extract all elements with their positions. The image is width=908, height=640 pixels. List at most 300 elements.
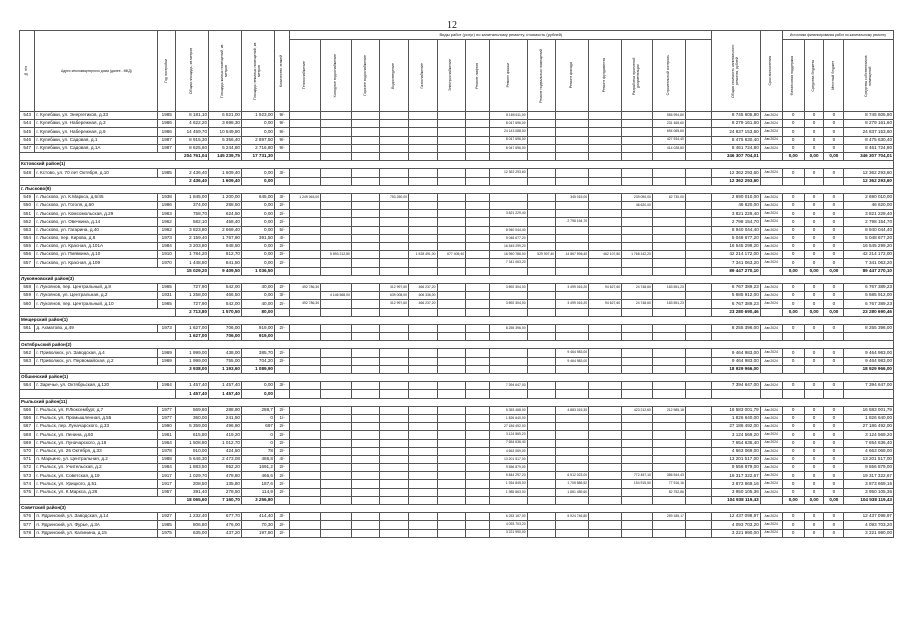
row-work-cost: [408, 455, 437, 463]
row-work-cost: [556, 120, 589, 128]
row-work-cost: [321, 529, 352, 537]
row-work-cost: [527, 259, 556, 267]
row-work-cost: [685, 300, 712, 308]
row-fund: 0: [782, 283, 804, 291]
row-work-cost: [351, 169, 380, 177]
row-work-cost: [466, 447, 490, 455]
row-fund: 0: [824, 202, 844, 210]
row-work-cost: 1 934 845,00: [490, 480, 527, 488]
row-work-cost: [351, 488, 380, 496]
row-owners-funds: 3 221 990,00: [844, 529, 894, 537]
row-work-cost: [321, 283, 352, 291]
empty-cell: [274, 365, 289, 373]
row-work-cost: [408, 234, 437, 242]
row-work-cost: [589, 423, 622, 431]
row-work-cost: 9 464 983,00: [556, 357, 589, 365]
row-work-cost: [652, 447, 685, 455]
empty-cell: [274, 308, 289, 316]
row-work-cost: [321, 349, 352, 357]
empty-cell: [685, 496, 712, 504]
row-work-cost: [408, 439, 437, 447]
row-work-cost: [290, 251, 321, 259]
row-number: 572: [20, 464, 35, 472]
row-work-cost: [466, 324, 490, 332]
row-year: 1910: [158, 251, 176, 259]
subtotal-owners: 23 280 690,46: [844, 308, 894, 316]
row-fund: 0: [824, 382, 844, 390]
row-work-cost: [466, 472, 490, 480]
row-fund: 0: [782, 136, 804, 144]
region-header-row: [20, 374, 894, 382]
subtotal-owners: 18 929 966,00: [844, 365, 894, 373]
row-work-cost: [351, 513, 380, 521]
row-date: Авг.2024: [760, 234, 782, 242]
row-fund: 0: [824, 234, 844, 242]
row-work-cost: [466, 169, 490, 177]
row-number: 560: [20, 300, 35, 308]
col-total-cost: Общая стоимость капитального ремонта, рублей: [712, 31, 760, 112]
subtotal-area: 204 761,04: [176, 152, 209, 160]
row-total-area: 14 459,70: [176, 128, 209, 136]
subtotal-area: 1 627,00: [176, 333, 209, 341]
row-work-cost: 529 907,40: [527, 251, 556, 259]
row-work-cost: 4 093 703,20: [490, 521, 527, 529]
row-work-cost: [321, 226, 352, 234]
row-work-cost: [290, 406, 321, 414]
row-work-cost: [321, 439, 352, 447]
empty-cell: [437, 308, 466, 316]
row-total-area: 635,00: [176, 529, 209, 537]
row-work-cost: [589, 169, 622, 177]
row-owners-funds: 12 437 098,97: [844, 513, 894, 521]
row-work-cost: [589, 259, 622, 267]
row-nonliving-area: 645,00: [241, 193, 274, 201]
row-nonliving-area: 0,00: [241, 292, 274, 300]
table-row: [20, 202, 894, 210]
row-number: 553: [20, 226, 35, 234]
row-address: г. Лысково, ул. Пиявкина, д.10: [35, 251, 158, 259]
row-total-cost: 1 826 640,00: [712, 414, 760, 422]
row-nonliving-area: 78: [241, 447, 274, 455]
empty-cell: [321, 496, 352, 504]
row-work-cost: 492 786,30: [290, 300, 321, 308]
row-work-cost: [321, 136, 352, 144]
row-work-cost: [685, 529, 712, 537]
row-living-area: 478,80: [209, 472, 242, 480]
row-number: 558: [20, 283, 35, 291]
row-work-cost: [466, 218, 490, 226]
subtotal-living: 1 193,60: [209, 365, 242, 373]
row-work-cost: [622, 423, 653, 431]
subtotal-row: [20, 496, 894, 504]
row-work-cost: [466, 193, 490, 201]
row-date: Авг.2024: [760, 136, 782, 144]
empty-cell: [380, 308, 409, 316]
row-work-cost: [351, 431, 380, 439]
row-work-cost: [556, 455, 589, 463]
row-total-cost: 46 620,00: [712, 202, 760, 210]
row-work-cost: [685, 120, 712, 128]
row-work-cost: [351, 202, 380, 210]
row-work-cost: [437, 210, 466, 218]
row-work-cost: [589, 226, 622, 234]
row-work-cost: [527, 300, 556, 308]
subtotal-spacer: [20, 152, 176, 160]
col-total-area: Общая площадь, кв.метров: [176, 31, 209, 112]
row-work-cost: 6 253 167,00: [490, 513, 527, 521]
subtotal-fund: 0,00: [804, 308, 824, 316]
subtotal-nonliving: 0,00: [241, 390, 274, 398]
row-work-cost: [685, 455, 712, 463]
subtotal-fund: 0,00: [782, 496, 804, 504]
row-year: 1988: [158, 455, 176, 463]
row-work-cost: [466, 112, 490, 120]
row-work-cost: [652, 431, 685, 439]
row-work-cost: [622, 529, 653, 537]
row-total-area: 374,00: [176, 202, 209, 210]
row-number: 559: [20, 292, 35, 300]
row-work-cost: [490, 218, 527, 226]
row-work-cost: 555 994,80: [652, 112, 685, 120]
row-work-cost: [290, 521, 321, 529]
row-work-cost: [556, 210, 589, 218]
row-work-cost: [321, 243, 352, 251]
row-address: г. Заречье, ул. Октябрьская, д.120: [35, 382, 158, 390]
subtotal-nonliving: 3 256,80: [241, 496, 274, 504]
subtotal-fund: [824, 177, 844, 185]
empty-cell: [274, 267, 289, 275]
region-label: Мещерский район(1): [20, 316, 894, 324]
row-work-cost: [408, 202, 437, 210]
row-total-area: 1 784,20: [176, 251, 209, 259]
row-fund: 0: [824, 324, 844, 332]
row-work-cost: [321, 112, 352, 120]
row-fund: 0: [804, 406, 824, 414]
row-owners-funds: 3 821 229,40: [844, 210, 894, 218]
row-work-cost: [290, 259, 321, 267]
row-fund: 0: [782, 464, 804, 472]
row-total-cost: 8 940 044,40: [712, 226, 760, 234]
row-living-area: 1 200,00: [209, 193, 242, 201]
row-living-area: 1 012,70: [209, 439, 242, 447]
empty-cell: [408, 152, 437, 160]
row-work-cost: [437, 243, 466, 251]
row-work-cost: [685, 112, 712, 120]
row-total-cost: 6 767 389,23: [712, 283, 760, 291]
row-work-cost: 427 934,40: [652, 136, 685, 144]
row-floors: 3/-: [274, 382, 289, 390]
row-year: 1977: [158, 414, 176, 422]
empty-cell: [556, 333, 589, 341]
empty-cell: [589, 365, 622, 373]
row-fund: 0: [804, 529, 824, 537]
row-work-cost: 7 394 647,00: [490, 382, 527, 390]
row-total-area: 1 627,00: [176, 324, 209, 332]
empty-cell: [652, 390, 685, 398]
col-living-area: Площадь жилых помещений, кв. метров: [209, 31, 242, 112]
row-address: г. Кулебаки, ул. Садовая, д.1А: [35, 144, 158, 152]
row-living-area: 241,50: [209, 414, 242, 422]
row-nonliving-area: 1 923,00: [241, 112, 274, 120]
row-fund: 0: [804, 251, 824, 259]
subtotal-owners: [844, 390, 894, 398]
row-work-cost: [437, 513, 466, 521]
row-work-cost: [556, 423, 589, 431]
empty-cell: [321, 333, 352, 341]
subtotal-fund: 0,00: [824, 308, 844, 316]
row-number: 571: [20, 455, 35, 463]
row-total-cost: 3 821 229,40: [712, 210, 760, 218]
row-work-cost: [437, 521, 466, 529]
table-row: [20, 120, 894, 128]
row-work-cost: [290, 243, 321, 251]
row-living-area: 424,50: [209, 447, 242, 455]
row-work-cost: [408, 480, 437, 488]
row-work-cost: [466, 414, 490, 422]
row-fund: 0: [804, 349, 824, 357]
row-date: Авг.2024: [760, 513, 782, 521]
row-owners-funds: 46 620,00: [844, 202, 894, 210]
subtotal-living: 1 609,40: [209, 177, 242, 185]
row-address: г. Рыльск, ул. Советская, д.19: [35, 472, 158, 480]
row-living-area: 288,90: [209, 406, 242, 414]
row-work-cost: 312 997,60: [380, 283, 409, 291]
row-floors: 3/-: [274, 513, 289, 521]
col-foundation: Ремонт фундамента: [589, 40, 622, 112]
row-work-cost: [622, 259, 653, 267]
row-total-cost: 7 341 063,20: [712, 259, 760, 267]
row-work-cost: [321, 234, 352, 242]
row-work-cost: [351, 414, 380, 422]
row-number: 554: [20, 234, 35, 242]
table-row: [20, 234, 894, 242]
row-work-cost: [589, 529, 622, 537]
row-work-cost: [527, 414, 556, 422]
row-work-cost: [556, 382, 589, 390]
row-fund: 0: [804, 513, 824, 521]
row-work-cost: [437, 283, 466, 291]
row-work-cost: [437, 455, 466, 463]
row-fund: 0: [782, 251, 804, 259]
region-label: Рыльский район(11): [20, 398, 894, 406]
subtotal-living: 145 239,75: [209, 152, 242, 160]
row-year: 1985: [158, 112, 176, 120]
empty-cell: [408, 496, 437, 504]
row-work-cost: [351, 193, 380, 201]
row-work-cost: 3 499 015,20: [556, 300, 589, 308]
row-number: 555: [20, 243, 35, 251]
row-work-cost: [321, 382, 352, 390]
row-date: Авг.2024: [760, 521, 782, 529]
row-work-cost: [685, 128, 712, 136]
row-work-cost: [408, 218, 437, 226]
row-fund: 0: [824, 431, 844, 439]
row-work-cost: [290, 431, 321, 439]
row-number: 557: [20, 259, 35, 267]
empty-cell: [527, 365, 556, 373]
col-hot: Горячее водоснабжение: [351, 40, 380, 112]
row-address: г. Кулебаки, ул. Набережная, д.9: [35, 128, 158, 136]
empty-cell: [622, 333, 653, 341]
subtotal-area: 3 938,00: [176, 365, 209, 373]
row-total-cost: 2 690 010,00: [712, 193, 760, 201]
row-fund: 0: [782, 349, 804, 357]
row-work-cost: [290, 292, 321, 300]
row-number: 568: [20, 431, 35, 439]
subtotal-fund: [804, 365, 824, 373]
table-row: [20, 283, 894, 291]
row-fund: 0: [824, 210, 844, 218]
row-year: 1917: [158, 480, 176, 488]
row-fund: 0: [824, 414, 844, 422]
empty-cell: [351, 177, 380, 185]
row-nonliving-area: 0: [241, 431, 274, 439]
col-facade: Ремонт фасада: [556, 40, 589, 112]
empty-cell: [380, 333, 409, 341]
row-owners-funds: 13 201 517,00: [844, 455, 894, 463]
row-fund: 0: [824, 300, 844, 308]
row-work-cost: 9 556 879,00: [490, 464, 527, 472]
row-work-cost: [589, 439, 622, 447]
row-nonliving-area: 0,00: [241, 120, 274, 128]
row-date: Авг.2024: [760, 324, 782, 332]
row-floors: 3/-: [274, 193, 289, 201]
row-owners-funds: 19 317 322,67: [844, 472, 894, 480]
row-work-cost: [437, 234, 466, 242]
row-address: г. Рыльск, ул. К.Маркса, д.28: [35, 488, 158, 496]
row-nonliving-area: 385,70: [241, 349, 274, 357]
row-owners-funds: 7 341 063,20: [844, 259, 894, 267]
row-year: 1969: [158, 357, 176, 365]
row-work-cost: 423 212,60: [622, 406, 653, 414]
col-lift: Ремонт лифтов: [466, 40, 490, 112]
row-work-cost: [408, 382, 437, 390]
row-living-area: 5 356,40: [209, 136, 242, 144]
row-work-cost: [466, 120, 490, 128]
row-work-cost: [290, 202, 321, 210]
row-work-cost: [351, 406, 380, 414]
row-nonliving-area: 187,6: [241, 480, 274, 488]
table-row: [20, 112, 894, 120]
row-work-cost: [351, 234, 380, 242]
row-fund: 0: [782, 128, 804, 136]
row-work-cost: [321, 128, 352, 136]
row-fund: 0: [804, 128, 824, 136]
row-floors: 2/-: [274, 243, 289, 251]
row-work-cost: [380, 447, 409, 455]
row-total-area: 1 457,40: [176, 382, 209, 390]
row-total-cost: 8 461 724,80: [712, 144, 760, 152]
empty-cell: [290, 177, 321, 185]
row-work-cost: 492 786,30: [290, 283, 321, 291]
row-work-cost: 16 950 786,00: [490, 251, 527, 259]
row-work-cost: [556, 414, 589, 422]
empty-cell: [274, 496, 289, 504]
row-work-cost: [589, 431, 622, 439]
empty-cell: [490, 308, 527, 316]
row-work-cost: [351, 112, 380, 120]
row-living-area: 476,00: [209, 521, 242, 529]
row-living-area: 288,50: [209, 202, 242, 210]
row-fund: 0: [824, 406, 844, 414]
row-floors: 2/-: [274, 472, 289, 480]
row-address: г. Лукоянов, ул. Центральная, д.2: [35, 292, 158, 300]
empty-cell: [466, 308, 490, 316]
row-work-cost: [622, 431, 653, 439]
row-work-cost: [437, 431, 466, 439]
empty-cell: [351, 390, 380, 398]
row-total-cost: 27 186 492,00: [712, 423, 760, 431]
row-number: 575: [20, 488, 35, 496]
empty-cell: [622, 267, 653, 275]
row-work-cost: [685, 193, 712, 201]
row-address: г. Лукоянов, пер. Центральный, д.8: [35, 283, 158, 291]
row-fund: 0: [804, 521, 824, 529]
row-nonliving-area: 40,00: [241, 300, 274, 308]
empty-cell: [527, 308, 556, 316]
row-fund: 0: [782, 300, 804, 308]
table-row: [20, 324, 894, 332]
row-fund: 0: [804, 193, 824, 201]
row-nonliving-area: 114,9: [241, 488, 274, 496]
subtotal-fund: 0,00: [824, 152, 844, 160]
row-floors: 9/-: [274, 144, 289, 152]
empty-cell: [527, 152, 556, 160]
region-label: Обшинский район(1): [20, 374, 894, 382]
table-row: [20, 406, 894, 414]
empty-cell: [274, 177, 289, 185]
row-fund: 0: [782, 193, 804, 201]
row-nonliving-area: 486,8: [241, 455, 274, 463]
row-date: Авг.2024: [760, 529, 782, 537]
subtotal-fund: 0,00: [782, 267, 804, 275]
row-work-cost: [380, 488, 409, 496]
row-work-cost: 8 047 696,00: [490, 120, 527, 128]
subtotal-living: 1 457,40: [209, 390, 242, 398]
row-work-cost: [466, 464, 490, 472]
row-work-cost: 24 748,60: [622, 283, 653, 291]
row-work-cost: [652, 529, 685, 537]
row-work-cost: [408, 144, 437, 152]
subtotal-owners: 12 362 293,60: [844, 177, 894, 185]
row-total-area: 1 258,00: [176, 292, 209, 300]
row-work-cost: [556, 202, 589, 210]
row-fund: 0: [782, 259, 804, 267]
row-number: 570: [20, 447, 35, 455]
row-work-cost: [380, 357, 409, 365]
empty-cell: [408, 365, 437, 373]
row-work-cost: [490, 349, 527, 357]
row-owners-funds: 3 873 669,16: [844, 480, 894, 488]
row-address: п. Ядринский, ул. Калинина, д.15: [35, 529, 158, 537]
row-work-cost: [490, 202, 527, 210]
row-work-cost: [527, 144, 556, 152]
row-floors: 2/-: [274, 202, 289, 210]
empty-cell: [437, 390, 466, 398]
row-work-cost: [652, 210, 685, 218]
row-work-cost: [652, 521, 685, 529]
row-fund: 0: [824, 349, 844, 357]
table-row: [20, 480, 894, 488]
region-header-row: [20, 161, 894, 169]
empty-cell: [490, 267, 527, 275]
row-work-cost: [321, 431, 352, 439]
row-nonliving-area: 0: [241, 414, 274, 422]
row-work-cost: [622, 521, 653, 529]
row-work-cost: [380, 324, 409, 332]
row-fund: 0: [824, 144, 844, 152]
row-work-cost: [351, 349, 380, 357]
